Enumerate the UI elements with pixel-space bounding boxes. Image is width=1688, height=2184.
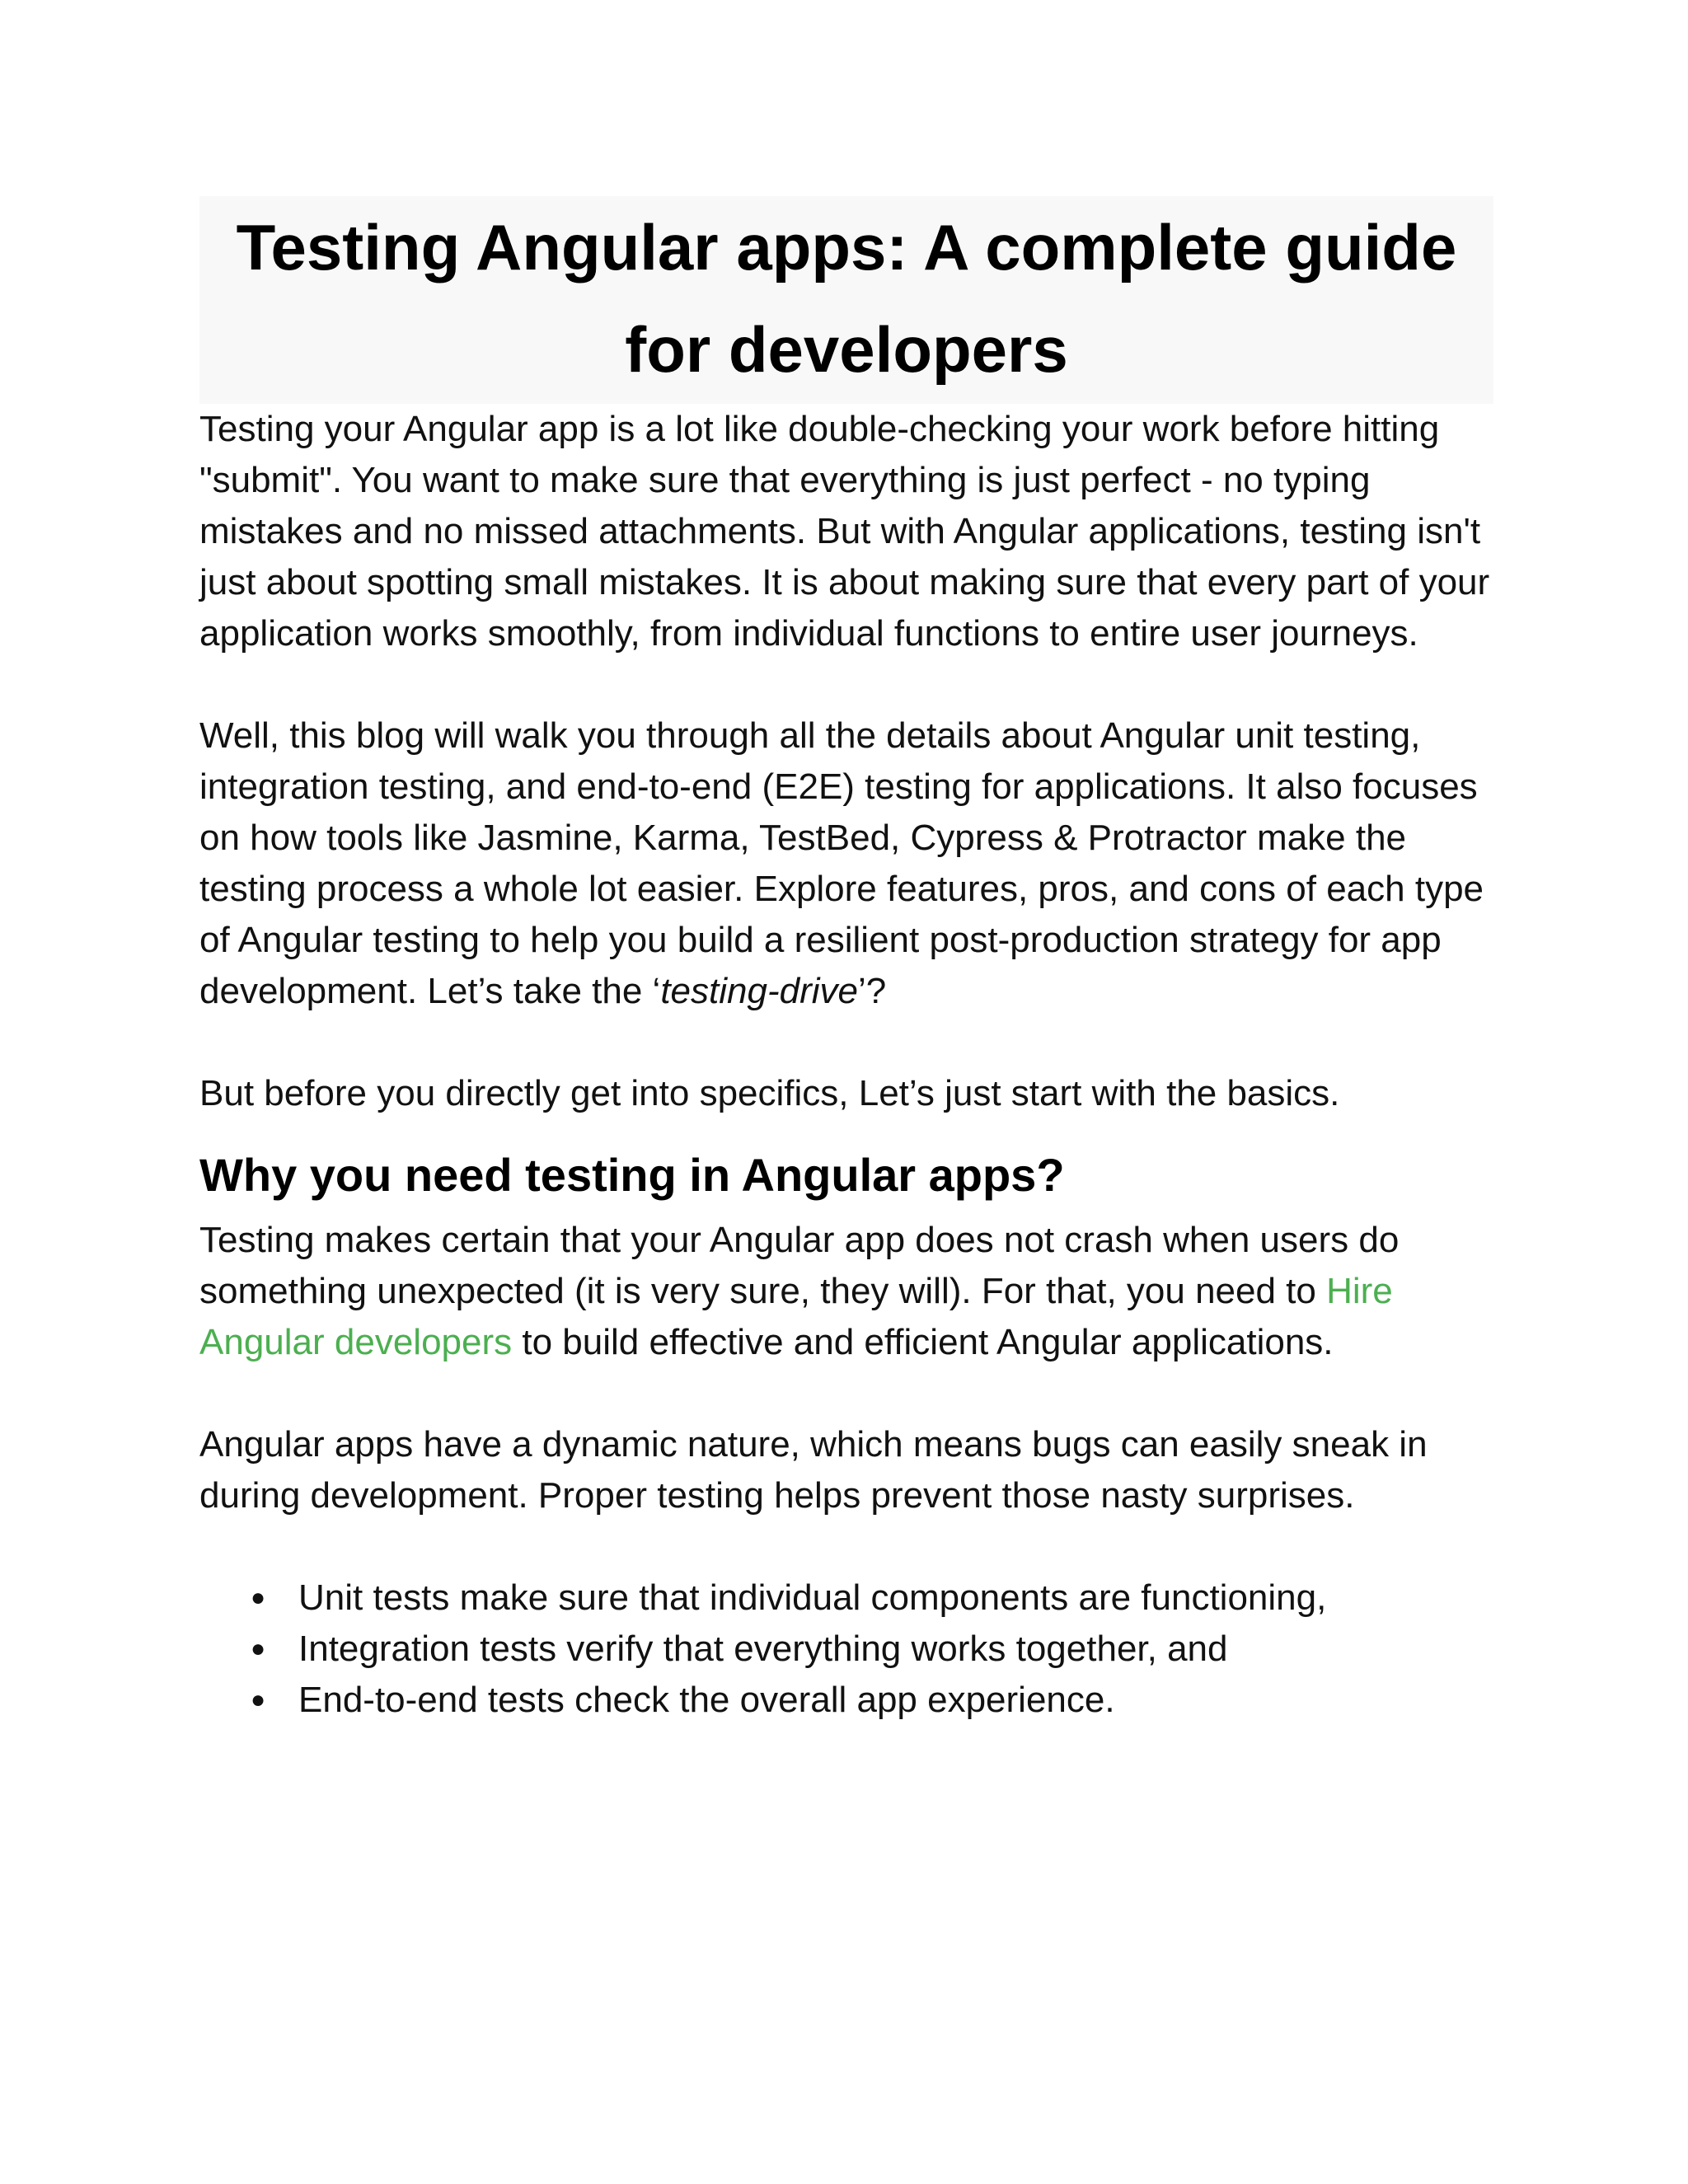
list-item-text: Unit tests make sure that individual components are functioning, <box>298 1577 1327 1618</box>
list-item <box>199 1624 1493 1675</box>
page-title: Testing Angular apps: A complete guide for developers <box>236 211 1457 386</box>
why-paragraph <box>199 1215 1493 1368</box>
spacer <box>199 1368 1493 1419</box>
intro-paragraph: Testing your Angular app is a lot like double-checking your work before hitting "submit". You want to make sure that everything is just perfect - no typing mistakes and no missed attachments. But with Angular applications, testing isn't just about spotting small mistakes. It is about making sure that every part of your application works smoothly, from individual functions to entire user journeys. <box>199 409 1490 654</box>
spacer <box>199 1017 1493 1068</box>
hire-angular-developers-link[interactable]: Hire Angular developers <box>199 1271 1393 1362</box>
section-heading: Why you need testing in Angular apps? <box>199 1149 1065 1201</box>
list-item <box>199 1675 1493 1726</box>
overview-text: Well, this blog will walk you through all the details about Angular unit testing, integration testing, and end-to-end (E2E) testing for applications. It also focuses on how tools like Jasmine, Karma, TestBed, Cypress & Protractor make the testing process a whole lot easier. Explore features, pros, and cons of each type of Angular testing to help you build a resilient post-production strategy for app development. Let’s take the ‘ <box>199 715 1484 1011</box>
why-text: Testing makes certain that your Angular app does not crash when users do something unexpected (it is very sure, they will). For that, you need to <box>199 1220 1400 1311</box>
list-item-text: Integration tests verify that everything works together, and <box>298 1629 1228 1669</box>
document-page <box>199 196 1493 1726</box>
overview-italic-text: testing-drive <box>660 971 858 1011</box>
list-item <box>199 1572 1493 1624</box>
overview-text-end: ’? <box>858 971 887 1011</box>
basics-paragraph: But before you directly get into specifics, Let’s just start with the basics. <box>199 1073 1340 1113</box>
testing-types-list <box>199 1572 1493 1726</box>
overview-paragraph <box>199 710 1493 1017</box>
bullet-icon: ● <box>251 1686 266 1713</box>
spacer <box>199 1521 1493 1572</box>
bullet-icon: ● <box>251 1635 266 1662</box>
title-block <box>199 196 1493 404</box>
dynamic-paragraph: Angular apps have a dynamic nature, which means bugs can easily sneak in during development. Proper testing helps prevent those nasty surprises. <box>199 1424 1428 1516</box>
bullet-icon: ● <box>251 1584 266 1611</box>
spacer <box>199 659 1493 710</box>
list-item-text: End-to-end tests check the overall app experience. <box>298 1680 1115 1720</box>
why-text-end: to build effective and efficient Angular applications. <box>512 1322 1334 1362</box>
